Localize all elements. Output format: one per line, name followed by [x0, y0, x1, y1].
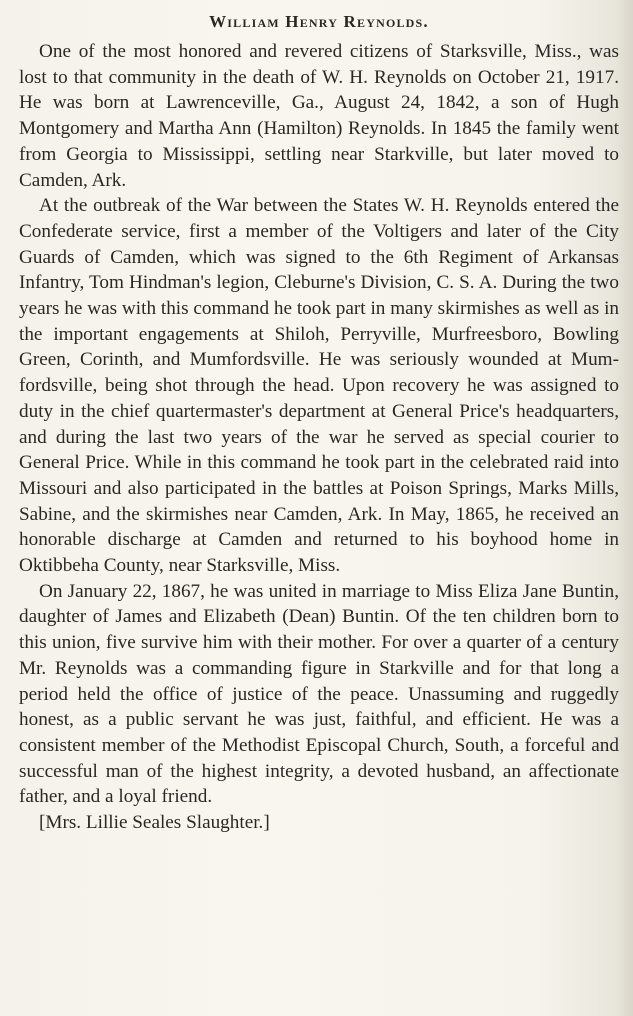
paragraph-family-and-character: On January 22, 1867, he was united in marriage to Miss Eliza Jane Buntin, daughter of James and Elizabeth (Dean) Buntin. Of the ten children born to this union, five survive him with their mother. For over a quarter of a century Mr. Reynolds was a commanding figure in Starkville and for that long a period held the office of justice of the peace. Unassuming and ruggedly honest, as a public servant he was just, faithful, and efficient. He was a consistent member of the Methodist Episcopal Church, South, a forceful and successful man of the highest integrity, a devoted husband, an affectionate father, and a loyal friend.	[19, 580, 619, 808]
text-column	[19, 9, 619, 836]
author-signature: [Mrs. Lillie Seales Slaughter.]	[39, 812, 270, 834]
paragraph-military-service: At the outbreak of the War between the States W. H. Reynolds entered the Confederate service, first a member of the Voltigers and later of the City Guards of Camden, which was signed to the 6th Regiment of Arkansas Infantry, Tom Hindman's legion, Cleburne's Division, C. S. A. During the two years he was with this command he took part in many skirmishes as well as in the important engagements at Shiloh, Perryville, Murfreesboro, Bowling Green, Corinth, and Mumfordsville. He was seriously wounded at Mumfordsville, being shot through the head. Upon recovery he was assigned to duty in the chief quartermaster's department at General Price's headquarters, and during the last two years of the war he served as special courier to General Price. While in this command he took part in the celebrated raid into Missouri and also participated in the battles at Poison Springs, Marks Mills, Sabine, and the skirmishes near Camden, Ark. In May, 1865, he received an honorable discharge at Camden and returned to his boyhood home in Oktibbeha County, near Starksville, Miss.	[19, 195, 619, 577]
paragraph-obituary-intro: One of the most honored and revered citizens of Starksville, Miss., was lost to that community in the death of W. H. Reynolds on October 21, 1917. He was born at Lawrenceville, Ga., August 24, 1842, a son of Hugh Montgomery and Martha Ann (Hamilton) Reynolds. In 1845 the family went from Georgia to Mississippi, settling near Starkville, but later moved to Camden, Ark.	[19, 41, 619, 191]
page-title: William Henry Reynolds.	[209, 12, 429, 31]
